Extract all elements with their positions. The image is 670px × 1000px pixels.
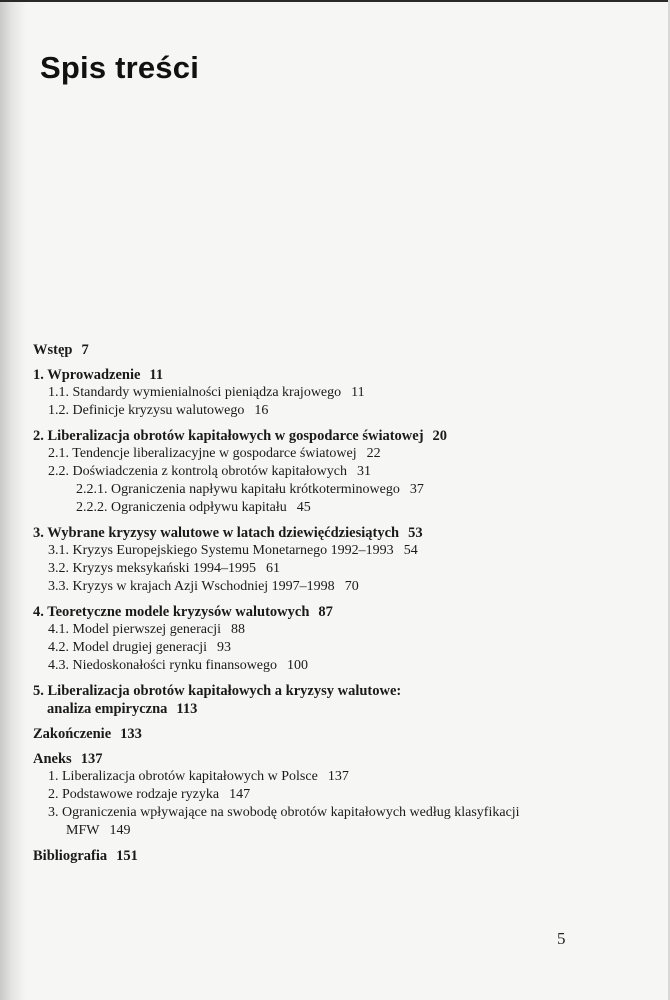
page-number: 5: [557, 929, 566, 948]
toc-page: 93: [217, 640, 232, 655]
toc-section: [33, 639, 643, 657]
toc-label: 2.2.1. Ograniczenia napływu kapitału krótkoterminowego: [76, 482, 400, 497]
toc-label: 3.2. Kryzys meksykański 1994–1995: [48, 561, 257, 576]
toc-page: 37: [409, 482, 424, 497]
toc-label: 2.2.2. Ograniczenia odpływu kapitału: [76, 500, 287, 515]
toc-page: 11: [149, 367, 164, 383]
toc-page: 53: [408, 525, 423, 541]
toc-label: 1. Wprowadzenie: [33, 367, 141, 383]
toc-page: 7: [81, 342, 89, 358]
toc-label: 1.2. Definicje kryzysu walutowego: [48, 403, 245, 418]
toc-page: 88: [231, 622, 245, 637]
toc-entry-wstep: [33, 341, 643, 359]
toc-annex-item: [33, 768, 643, 786]
toc-chapter-1: [33, 366, 643, 384]
toc-label: Wstęp: [33, 342, 73, 358]
toc-label: Zakończenie: [33, 726, 112, 742]
toc-section: [33, 657, 643, 675]
toc-label: Aneks: [33, 751, 72, 767]
toc-page: 16: [254, 403, 269, 418]
toc-section: [33, 578, 643, 596]
toc-page: 133: [120, 726, 142, 742]
toc-page: 31: [356, 464, 371, 479]
toc-section: [33, 463, 643, 481]
toc-page: 54: [403, 543, 418, 558]
toc-page: 137: [327, 769, 349, 784]
toc-label: 3.3. Kryzys w krajach Azji Wschodniej 1997–1998: [48, 579, 335, 594]
toc-section: [33, 445, 643, 463]
toc-page: 151: [116, 848, 138, 864]
toc-label: 3. Ograniczenia wpływające na swobodę obrotów kapitałowych według klasyfikacji: [48, 805, 520, 820]
toc-label: 1. Liberalizacja obrotów kapitałowych w Polsce: [48, 769, 318, 784]
toc-annex-item: [33, 804, 643, 822]
toc-label: MFW: [66, 823, 100, 838]
toc-page: 61: [266, 561, 281, 576]
toc-label: 4. Teoretyczne modele kryzysów walutowych: [33, 604, 310, 620]
toc-page: 20: [432, 428, 448, 444]
toc-label: 2.1. Tendencje liberalizacyjne w gospodarce światowej: [48, 446, 357, 461]
toc-label: analiza empiryczna: [47, 701, 168, 717]
toc-label: 4.1. Model pierwszej generacji: [48, 622, 221, 637]
toc-label: 1.1. Standardy wymienialności pieniądza krajowego: [48, 385, 342, 400]
toc-label: 2.2. Doświadczenia z kontrolą obrotów kapitałowych: [48, 464, 347, 479]
toc-subsection: [33, 481, 643, 499]
toc-chapter-2: [33, 427, 643, 445]
toc-annex-item-continued: [33, 822, 643, 840]
toc-entry-bibliografia: [33, 847, 643, 865]
toc-page: 137: [80, 751, 103, 767]
toc-chapter-3: [33, 524, 643, 542]
toc-label: 2. Liberalizacja obrotów kapitałowych w gospodarce światowej: [33, 428, 424, 444]
toc-section: [33, 621, 643, 639]
toc-page: 70: [344, 579, 359, 594]
toc-page: 147: [229, 787, 251, 802]
toc-label: 3.1. Kryzys Europejskiego Systemu Monetarnego 1992–1993: [48, 543, 394, 558]
toc-page: 45: [296, 500, 311, 515]
toc-page: 100: [287, 658, 309, 673]
toc-section: [33, 560, 643, 578]
toc-label: 3. Wybrane kryzysy walutowe w latach dziewięćdziesiątych: [33, 525, 400, 541]
table-of-contents: [33, 341, 643, 865]
toc-section: [33, 402, 643, 420]
toc-label-line2: [33, 700, 643, 718]
page-binding-shadow: [0, 0, 26, 1000]
toc-annex-item: [33, 786, 643, 804]
toc-section: [33, 542, 643, 560]
toc-entry-aneks: [33, 750, 643, 768]
toc-section: [33, 384, 643, 402]
toc-chapter-4: [33, 603, 643, 621]
toc-label: Bibliografia: [33, 848, 108, 864]
toc-subsection: [33, 499, 643, 517]
toc-label: 2. Podstawowe rodzaje ryzyka: [48, 787, 220, 802]
page-title: Spis treści: [40, 50, 200, 85]
toc-page: 149: [109, 823, 131, 838]
page-top-edge: [0, 0, 670, 2]
toc-page: 113: [176, 701, 198, 717]
toc-page: 87: [318, 604, 333, 620]
toc-label: 4.2. Model drugiej generacji: [48, 640, 208, 655]
toc-label: 4.3. Niedoskonałości rynku finansowego: [48, 658, 278, 673]
toc-chapter-5: [33, 682, 643, 718]
toc-label-line1: 5. Liberalizacja obrotów kapitałowych a kryzysy walutowe:: [33, 683, 402, 699]
toc-page: 11: [351, 385, 365, 400]
toc-page: 22: [366, 446, 381, 461]
toc-entry-zakonczenie: [33, 725, 643, 743]
